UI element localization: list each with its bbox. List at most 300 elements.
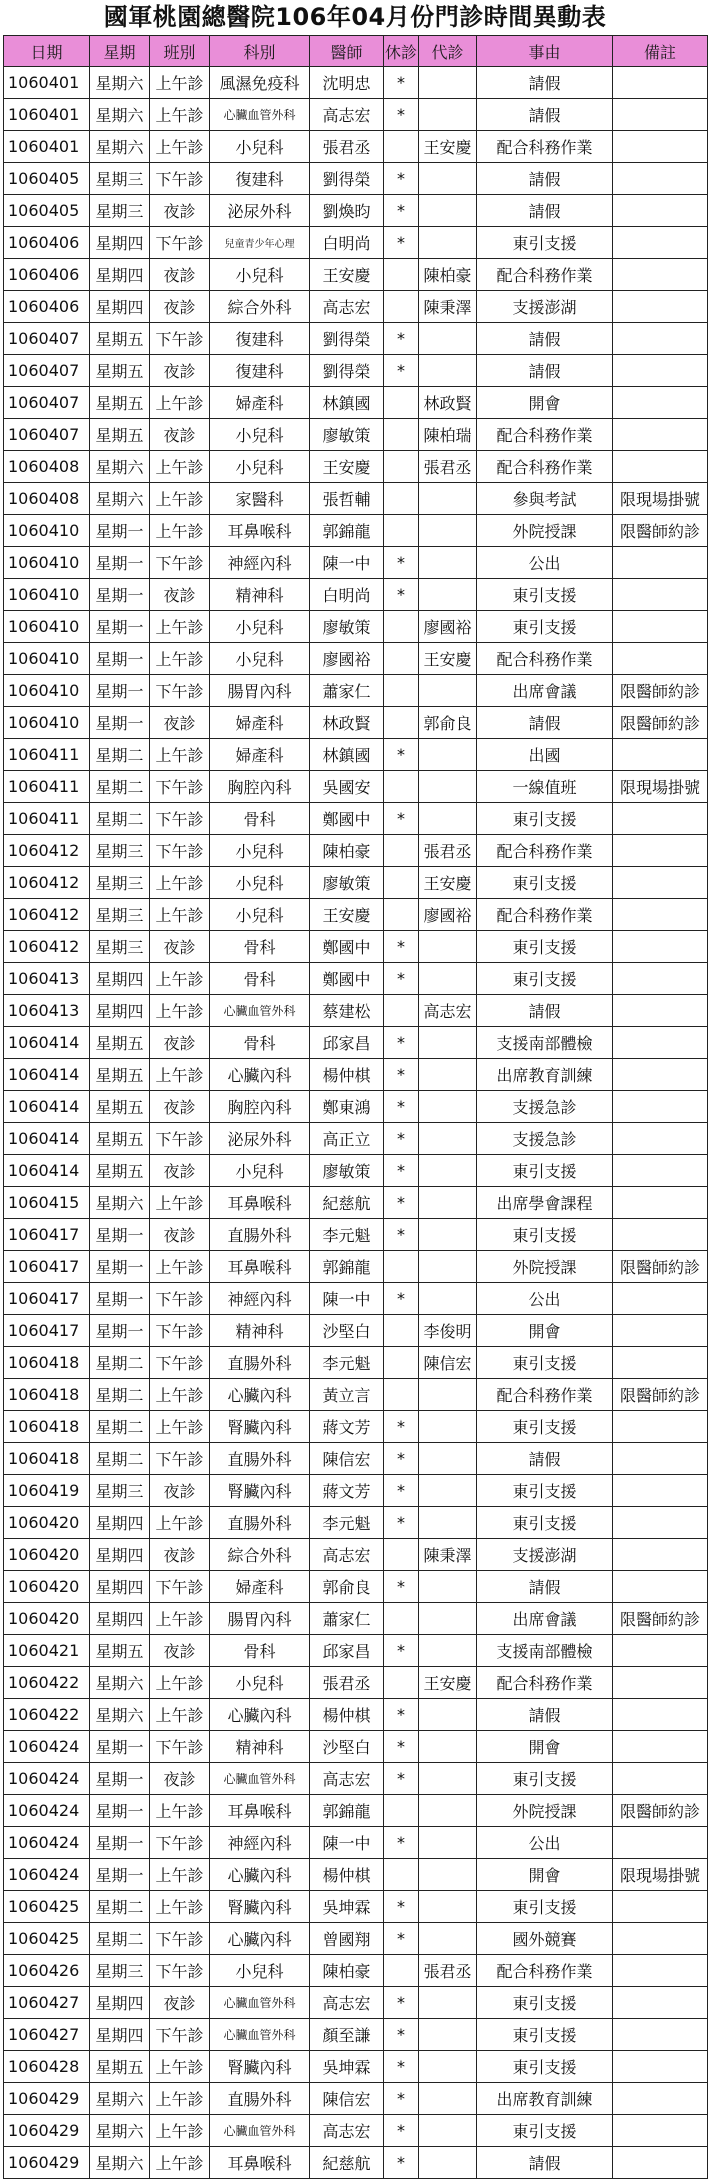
cell-shift: 下午診 [150, 771, 210, 803]
table-row [4, 131, 708, 163]
table-row [4, 1251, 708, 1283]
cell-doctor: 白明尚 [310, 579, 384, 611]
cell-substitute [419, 2083, 477, 2115]
cell-doctor: 郭俞良 [310, 1571, 384, 1603]
cell-closed [384, 835, 419, 867]
cell-closed: * [384, 1059, 419, 1091]
cell-closed: * [384, 1443, 419, 1475]
cell-reason: 配合科務作業 [477, 1379, 613, 1411]
cell-date: 1060422 [4, 1667, 90, 1699]
cell-closed [384, 1347, 419, 1379]
cell-weekday: 星期一 [90, 643, 150, 675]
cell-closed: * [384, 2083, 419, 2115]
cell-closed: * [384, 99, 419, 131]
cell-shift: 上午診 [150, 1251, 210, 1283]
cell-remarks [613, 835, 708, 867]
cell-substitute [419, 1603, 477, 1635]
cell-reason: 請假 [477, 163, 613, 195]
cell-shift: 上午診 [150, 995, 210, 1027]
cell-weekday: 星期四 [90, 291, 150, 323]
cell-reason: 東引支援 [477, 931, 613, 963]
cell-substitute: 張君丞 [419, 1955, 477, 1987]
table-row [4, 1091, 708, 1123]
cell-weekday: 星期四 [90, 995, 150, 1027]
cell-shift: 夜診 [150, 1091, 210, 1123]
cell-reason: 請假 [477, 355, 613, 387]
cell-closed: * [384, 547, 419, 579]
cell-reason: 請假 [477, 2147, 613, 2179]
cell-doctor: 張君丞 [310, 131, 384, 163]
cell-weekday: 星期三 [90, 931, 150, 963]
cell-reason: 配合科務作業 [477, 419, 613, 451]
cell-department: 小兒科 [210, 131, 310, 163]
cell-substitute [419, 1699, 477, 1731]
cell-weekday: 星期一 [90, 675, 150, 707]
cell-date: 1060427 [4, 2019, 90, 2051]
cell-substitute [419, 1763, 477, 1795]
cell-doctor: 廖敏策 [310, 419, 384, 451]
table-row [4, 323, 708, 355]
cell-weekday: 星期六 [90, 1187, 150, 1219]
cell-shift: 下午診 [150, 1123, 210, 1155]
cell-remarks [613, 547, 708, 579]
cell-reason: 配合科務作業 [477, 835, 613, 867]
cell-remarks [613, 2019, 708, 2051]
cell-weekday: 星期二 [90, 771, 150, 803]
cell-weekday: 星期五 [90, 323, 150, 355]
cell-date: 1060408 [4, 451, 90, 483]
table-row [4, 2083, 708, 2115]
cell-remarks [613, 931, 708, 963]
cell-remarks [613, 1731, 708, 1763]
cell-reason: 請假 [477, 1699, 613, 1731]
cell-weekday: 星期一 [90, 707, 150, 739]
cell-department: 胸腔內科 [210, 1091, 310, 1123]
cell-department: 直腸外科 [210, 1219, 310, 1251]
cell-doctor: 劉得榮 [310, 163, 384, 195]
cell-department: 小兒科 [210, 835, 310, 867]
cell-reason: 請假 [477, 1443, 613, 1475]
cell-substitute [419, 1795, 477, 1827]
cell-shift: 下午診 [150, 1443, 210, 1475]
cell-department: 耳鼻喉科 [210, 1251, 310, 1283]
cell-closed: * [384, 931, 419, 963]
cell-doctor: 高志宏 [310, 1763, 384, 1795]
cell-substitute: 張君丞 [419, 835, 477, 867]
cell-weekday: 星期四 [90, 227, 150, 259]
cell-department: 耳鼻喉科 [210, 2147, 310, 2179]
cell-doctor: 鄭東鴻 [310, 1091, 384, 1123]
cell-department: 腸胃內科 [210, 1603, 310, 1635]
cell-date: 1060417 [4, 1251, 90, 1283]
cell-doctor: 吳坤霖 [310, 2051, 384, 2083]
cell-doctor: 吳坤霖 [310, 1891, 384, 1923]
cell-remarks [613, 1059, 708, 1091]
cell-closed [384, 1379, 419, 1411]
cell-shift: 夜診 [150, 1027, 210, 1059]
cell-closed: * [384, 2019, 419, 2051]
cell-date: 1060418 [4, 1443, 90, 1475]
cell-reason: 請假 [477, 995, 613, 1027]
table-row [4, 707, 708, 739]
cell-closed: * [384, 1731, 419, 1763]
cell-closed [384, 643, 419, 675]
cell-date: 1060406 [4, 291, 90, 323]
cell-weekday: 星期三 [90, 1955, 150, 1987]
cell-doctor: 廖敏策 [310, 611, 384, 643]
cell-reason: 國外競賽 [477, 1923, 613, 1955]
cell-closed: * [384, 2147, 419, 2179]
cell-weekday: 星期六 [90, 2115, 150, 2147]
cell-date: 1060413 [4, 963, 90, 995]
cell-reason: 公出 [477, 1827, 613, 1859]
cell-remarks [613, 323, 708, 355]
cell-substitute [419, 739, 477, 771]
cell-doctor: 李元魁 [310, 1507, 384, 1539]
cell-weekday: 星期一 [90, 1283, 150, 1315]
cell-closed [384, 483, 419, 515]
table-row [4, 579, 708, 611]
cell-doctor: 鄭國中 [310, 931, 384, 963]
header-doctor: 醫師 [310, 36, 384, 67]
cell-reason: 配合科務作業 [477, 451, 613, 483]
cell-weekday: 星期六 [90, 131, 150, 163]
table-row [4, 1059, 708, 1091]
cell-date: 1060426 [4, 1955, 90, 1987]
cell-department: 精神科 [210, 1731, 310, 1763]
cell-department: 神經內科 [210, 1283, 310, 1315]
cell-substitute: 高志宏 [419, 995, 477, 1027]
cell-date: 1060429 [4, 2115, 90, 2147]
cell-department: 骨科 [210, 1027, 310, 1059]
table-row [4, 1443, 708, 1475]
cell-weekday: 星期一 [90, 547, 150, 579]
cell-department: 心臟內科 [210, 1699, 310, 1731]
cell-closed: * [384, 1827, 419, 1859]
cell-closed: * [384, 1475, 419, 1507]
cell-doctor: 郭錦龍 [310, 1251, 384, 1283]
cell-closed: * [384, 1155, 419, 1187]
cell-doctor: 廖國裕 [310, 643, 384, 675]
cell-shift: 上午診 [150, 611, 210, 643]
cell-substitute [419, 2115, 477, 2147]
cell-shift: 下午診 [150, 323, 210, 355]
cell-weekday: 星期一 [90, 1219, 150, 1251]
cell-date: 1060420 [4, 1539, 90, 1571]
cell-weekday: 星期五 [90, 1123, 150, 1155]
table-row [4, 643, 708, 675]
header-closed: 休診 [384, 36, 419, 67]
cell-reason: 請假 [477, 195, 613, 227]
cell-date: 1060413 [4, 995, 90, 1027]
cell-shift: 夜診 [150, 419, 210, 451]
cell-date: 1060414 [4, 1123, 90, 1155]
cell-department: 復建科 [210, 355, 310, 387]
cell-remarks: 限醫師約診 [613, 515, 708, 547]
cell-date: 1060429 [4, 2147, 90, 2179]
cell-department: 風濕免疫科 [210, 67, 310, 99]
cell-remarks [613, 803, 708, 835]
cell-department: 骨科 [210, 1635, 310, 1667]
cell-substitute [419, 1923, 477, 1955]
cell-closed [384, 611, 419, 643]
table-row [4, 995, 708, 1027]
cell-remarks [613, 1507, 708, 1539]
cell-weekday: 星期五 [90, 387, 150, 419]
cell-substitute [419, 1123, 477, 1155]
table-row [4, 2019, 708, 2051]
cell-substitute [419, 1379, 477, 1411]
cell-closed [384, 259, 419, 291]
cell-substitute [419, 1475, 477, 1507]
cell-date: 1060411 [4, 739, 90, 771]
cell-reason: 東引支援 [477, 1155, 613, 1187]
cell-closed [384, 1955, 419, 1987]
cell-substitute [419, 1507, 477, 1539]
cell-substitute [419, 1859, 477, 1891]
table-header-row [4, 36, 708, 67]
cell-substitute [419, 323, 477, 355]
cell-department: 兒童青少年心理 [210, 227, 310, 259]
cell-reason: 支援急診 [477, 1091, 613, 1123]
cell-substitute [419, 515, 477, 547]
cell-weekday: 星期一 [90, 1763, 150, 1795]
table-row [4, 259, 708, 291]
cell-closed [384, 1539, 419, 1571]
cell-doctor: 郭錦龍 [310, 1795, 384, 1827]
cell-substitute [419, 675, 477, 707]
cell-weekday: 星期二 [90, 1443, 150, 1475]
cell-substitute [419, 1827, 477, 1859]
table-row [4, 1539, 708, 1571]
cell-weekday: 星期四 [90, 963, 150, 995]
cell-doctor: 沈明忠 [310, 67, 384, 99]
cell-substitute [419, 1027, 477, 1059]
cell-date: 1060419 [4, 1475, 90, 1507]
table-row [4, 931, 708, 963]
cell-closed: * [384, 1091, 419, 1123]
cell-weekday: 星期六 [90, 67, 150, 99]
cell-reason: 支援澎湖 [477, 1539, 613, 1571]
table-row [4, 1283, 708, 1315]
cell-weekday: 星期五 [90, 1091, 150, 1123]
table-row [4, 163, 708, 195]
cell-closed: * [384, 355, 419, 387]
cell-substitute [419, 963, 477, 995]
cell-reason: 外院授課 [477, 1251, 613, 1283]
cell-substitute: 李俊明 [419, 1315, 477, 1347]
cell-reason: 東引支援 [477, 1475, 613, 1507]
table-row [4, 1411, 708, 1443]
cell-doctor: 楊仲棋 [310, 1699, 384, 1731]
cell-shift: 夜診 [150, 931, 210, 963]
cell-shift: 夜診 [150, 1475, 210, 1507]
cell-weekday: 星期六 [90, 2083, 150, 2115]
cell-substitute [419, 1571, 477, 1603]
table-row [4, 515, 708, 547]
cell-remarks [613, 1475, 708, 1507]
cell-closed [384, 451, 419, 483]
table-row [4, 1219, 708, 1251]
cell-department: 精神科 [210, 1315, 310, 1347]
cell-reason: 公出 [477, 547, 613, 579]
table-row [4, 1315, 708, 1347]
cell-shift: 上午診 [150, 1507, 210, 1539]
cell-closed: * [384, 1027, 419, 1059]
cell-remarks [613, 259, 708, 291]
cell-weekday: 星期五 [90, 1635, 150, 1667]
table-row [4, 963, 708, 995]
cell-reason: 東引支援 [477, 867, 613, 899]
cell-reason: 支援南部體檢 [477, 1027, 613, 1059]
cell-substitute: 王安慶 [419, 1667, 477, 1699]
header-department: 科別 [210, 36, 310, 67]
cell-weekday: 星期六 [90, 1699, 150, 1731]
cell-date: 1060410 [4, 675, 90, 707]
cell-closed: * [384, 1891, 419, 1923]
cell-doctor: 邱家昌 [310, 1027, 384, 1059]
table-row [4, 483, 708, 515]
table-row [4, 419, 708, 451]
cell-closed: * [384, 1987, 419, 2019]
cell-doctor: 高志宏 [310, 291, 384, 323]
cell-remarks [613, 99, 708, 131]
cell-date: 1060405 [4, 163, 90, 195]
cell-doctor: 張哲輔 [310, 483, 384, 515]
cell-date: 1060407 [4, 355, 90, 387]
table-row [4, 1027, 708, 1059]
cell-doctor: 沙堅白 [310, 1731, 384, 1763]
cell-reason: 出席會議 [477, 675, 613, 707]
cell-department: 耳鼻喉科 [210, 1795, 310, 1827]
cell-department: 泌尿外科 [210, 195, 310, 227]
cell-substitute [419, 2147, 477, 2179]
cell-closed: * [384, 739, 419, 771]
cell-remarks [613, 643, 708, 675]
cell-reason: 東引支援 [477, 227, 613, 259]
cell-date: 1060424 [4, 1795, 90, 1827]
schedule-table [3, 35, 708, 2179]
cell-doctor: 鄭國中 [310, 963, 384, 995]
cell-weekday: 星期一 [90, 1251, 150, 1283]
cell-substitute [419, 1059, 477, 1091]
header-shift: 班別 [150, 36, 210, 67]
cell-date: 1060417 [4, 1219, 90, 1251]
cell-doctor: 蕭家仁 [310, 675, 384, 707]
cell-doctor: 白明尚 [310, 227, 384, 259]
cell-shift: 夜診 [150, 1155, 210, 1187]
cell-remarks [613, 1283, 708, 1315]
cell-reason: 開會 [477, 387, 613, 419]
cell-closed: * [384, 163, 419, 195]
cell-weekday: 星期五 [90, 1027, 150, 1059]
cell-substitute [419, 1091, 477, 1123]
cell-substitute [419, 163, 477, 195]
cell-department: 直腸外科 [210, 1443, 310, 1475]
cell-date: 1060424 [4, 1763, 90, 1795]
cell-department: 小兒科 [210, 899, 310, 931]
cell-remarks [613, 131, 708, 163]
cell-substitute [419, 1443, 477, 1475]
cell-substitute: 廖國裕 [419, 899, 477, 931]
cell-closed: * [384, 1283, 419, 1315]
cell-doctor: 顏至謙 [310, 2019, 384, 2051]
cell-shift: 上午診 [150, 899, 210, 931]
cell-department: 小兒科 [210, 867, 310, 899]
cell-date: 1060414 [4, 1155, 90, 1187]
cell-reason: 請假 [477, 67, 613, 99]
cell-remarks: 限現場掛號 [613, 771, 708, 803]
cell-substitute [419, 2051, 477, 2083]
cell-substitute [419, 803, 477, 835]
cell-doctor: 劉煥昀 [310, 195, 384, 227]
cell-doctor: 李元魁 [310, 1347, 384, 1379]
cell-reason: 東引支援 [477, 611, 613, 643]
cell-date: 1060411 [4, 803, 90, 835]
cell-doctor: 高志宏 [310, 1987, 384, 2019]
cell-department: 小兒科 [210, 419, 310, 451]
cell-closed: * [384, 1923, 419, 1955]
cell-department: 直腸外科 [210, 2083, 310, 2115]
table-row [4, 803, 708, 835]
cell-date: 1060410 [4, 643, 90, 675]
cell-department: 心臟血管外科 [210, 99, 310, 131]
cell-date: 1060401 [4, 67, 90, 99]
cell-remarks [613, 1123, 708, 1155]
cell-shift: 夜診 [150, 291, 210, 323]
cell-doctor: 王安慶 [310, 451, 384, 483]
cell-weekday: 星期四 [90, 2019, 150, 2051]
cell-department: 小兒科 [210, 643, 310, 675]
cell-doctor: 林鎮國 [310, 739, 384, 771]
cell-date: 1060410 [4, 707, 90, 739]
cell-date: 1060420 [4, 1507, 90, 1539]
cell-reason: 參與考試 [477, 483, 613, 515]
cell-weekday: 星期二 [90, 1891, 150, 1923]
table-row [4, 899, 708, 931]
cell-date: 1060418 [4, 1379, 90, 1411]
cell-doctor: 張君丞 [310, 1667, 384, 1699]
cell-reason: 東引支援 [477, 579, 613, 611]
header-date: 日期 [4, 36, 90, 67]
cell-date: 1060428 [4, 2051, 90, 2083]
cell-remarks [613, 451, 708, 483]
cell-remarks [613, 355, 708, 387]
cell-weekday: 星期五 [90, 2051, 150, 2083]
cell-date: 1060412 [4, 931, 90, 963]
cell-reason: 東引支援 [477, 1987, 613, 2019]
cell-remarks [613, 1155, 708, 1187]
cell-reason: 東引支援 [477, 1763, 613, 1795]
cell-doctor: 黃立言 [310, 1379, 384, 1411]
cell-department: 腎臟內科 [210, 1411, 310, 1443]
cell-closed [384, 1795, 419, 1827]
cell-weekday: 星期二 [90, 739, 150, 771]
cell-reason: 東引支援 [477, 1347, 613, 1379]
table-row [4, 1859, 708, 1891]
cell-doctor: 陳一中 [310, 1827, 384, 1859]
cell-remarks: 限醫師約診 [613, 1379, 708, 1411]
cell-weekday: 星期四 [90, 259, 150, 291]
cell-shift: 夜診 [150, 195, 210, 227]
cell-date: 1060418 [4, 1411, 90, 1443]
cell-closed: * [384, 1219, 419, 1251]
cell-date: 1060412 [4, 899, 90, 931]
cell-reason: 支援急診 [477, 1123, 613, 1155]
cell-doctor: 林鎮國 [310, 387, 384, 419]
cell-shift: 上午診 [150, 1379, 210, 1411]
cell-substitute [419, 1187, 477, 1219]
